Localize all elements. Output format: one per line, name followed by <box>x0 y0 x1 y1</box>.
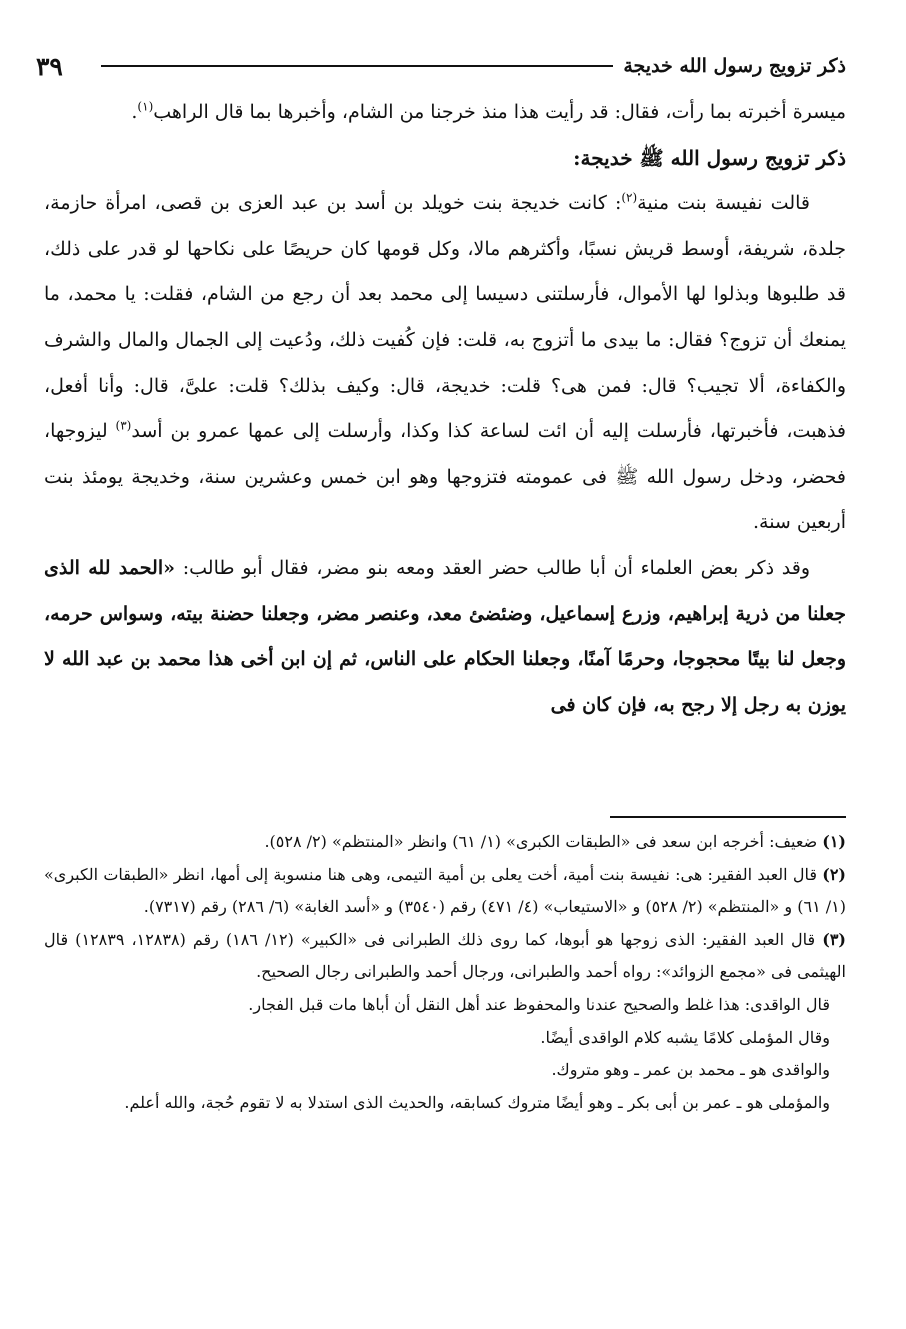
footnote-2 <box>44 859 846 924</box>
abu-talib-quote: «الحمد لله الذى جعلنا من ذرية إبراهيم، وزرع إسماعيل، وضئضئ معد، وعنصر مضر، وجعلنا حضنة بيته، وسواس حرمه، وجعل لنا بيتًا محجوجا، وحرمًا آمنًا، وجعلنا الحكام على الناس، ثم إن ابن أخى هذا محمد بن عبد الله لا يوزن به رجل إلا رجح به، فإن كان فى <box>44 556 846 716</box>
paragraph-2-text-b: : كانت خديجة بنت خويلد بن أسد بن عبد العزى بن قصى، امرأة حازمة، جلدة، شريفة، أوسط قريش نسبًا، وأكثرهم مالا، وكل قومها كان حريصًا على نكاحها لو قدر على ذلك، قد طلبوها وبذلوا لها الأموال، فأرسلتنى دسيسا إلى محمد بعد أن رجع من الشام، فقلت: يا محمد، ما يمنعك أن تزوج؟ فقال: ما بيدى ما أتزوج به، قلت: فإن كُفيت ذلك، ودُعيت إلى الجمال والمال والشرف والكفاءة، ألا تجيب؟ قال: فمن هى؟ قلت: خديجة، قال: وكيف بذلك؟ قلت: علىَّ، قال: وأنا أفعل، فذهبت، فأخبرتها، فأرسلت إليه أن ائت لساعة كذا وكذا، وأرسلت إلى عمها عمرو بن أسد <box>44 192 847 443</box>
paragraph-1-end: . <box>131 101 138 123</box>
footnote-ref-2: (٢) <box>621 190 638 205</box>
header-rule <box>101 65 613 67</box>
paragraph-2-text-a: قالت نفيسة بنت منية <box>637 192 810 215</box>
main-text <box>44 90 846 728</box>
footnote-separator <box>610 816 846 818</box>
footnote-3 <box>44 924 846 989</box>
section-heading: ذكر تزويج رسول الله ﷺ خديجة: <box>573 145 846 170</box>
footnote-3-line-3: والواقدى هو ـ محمد بن عمر ـ وهو متروك. <box>551 1060 830 1080</box>
footnote-ref-3: (٣) <box>115 418 132 433</box>
footnote-ref-1: (١) <box>137 99 154 114</box>
footnote-3-number: (٣) <box>822 929 846 949</box>
running-title: ذكر تزويج رسول الله خديجة <box>623 55 846 77</box>
footnote-3-text: قال العبد الفقير: الذى زوجها هو أبوها، كما روى ذلك الطبرانى فى «الكبير» (١٢/ ١٨٦) رقم (١٢٨٣٨، ١٢٨٣٩) قال الهيثمى فى «مجمع الزوائد»: رواه أحمد والطبرانى، ورجال أحمد والطبرانى رجال الصحيح. <box>44 929 846 982</box>
paragraph-1 <box>44 90 846 136</box>
footnote-1 <box>44 826 846 859</box>
paragraph-2-text-c: ليزوجها، فحضر، ودخل رسول الله ﷺ فى عمومته فتزوجها وهو ابن خمس وعشرين سنة، وخديجة يومئذ بنت أربعين سنة. <box>44 420 846 534</box>
footnote-1-text: ضعيف: أخرجه ابن سعد فى «الطبقات الكبرى» (١/ ٦١) وانظر «المنتظم» (٢/ ٥٢٨). <box>264 832 823 851</box>
footnote-3-line-2: وقال المؤملى كلامًا يشبه كلام الواقدى أيضًا. <box>540 1027 830 1047</box>
paragraph-3 <box>44 546 846 728</box>
paragraph-3-text: وقد ذكر بعض العلماء أن أبا طالب حضر العقد ومعه بنو مضر، فقال أبو طالب: <box>174 556 811 579</box>
footnote-2-text: قال العبد الفقير: هى: نفيسة بنت أمية، أخت يعلى بن أمية التيمى، وهى هنا منسوبة إلى أمها، انظر «الطبقات الكبرى» (١/ ٦١) و «المنتظم» (٢/ ٥٢٨) و «الاستيعاب» (٤/ ٤٧١) رقم (٣٥٤٠) و «أسد الغابة» (٦/ ٢٨٦) رقم (٧٣١٧). <box>44 864 846 917</box>
footnote-3-line-1: قال الواقدى: هذا غلط والصحيح عندنا والمحفوظ عند أهل النقل أن أباها مات قبل الفجار. <box>248 994 830 1014</box>
footnote-3-line-4: والمؤملى هو ـ عمر بن أبى بكر ـ وهو أيضًا متروك كسابقه، والحديث الذى استدلا به لا تقوم حُجة، والله أعلم. <box>124 1092 830 1112</box>
paragraph-2 <box>44 181 846 546</box>
paragraph-1-text: ميسرة أخبرته بما رأت، فقال: قد رأيت هذا منذ خرجنا من الشام، وأخبرها بما قال الراهب <box>153 101 846 123</box>
page-header <box>36 46 846 86</box>
footnote-2-number: (٢) <box>822 864 846 884</box>
page-number: ٣٩ <box>36 51 63 81</box>
footnote-1-number: (١) <box>822 832 846 851</box>
footnotes <box>44 826 846 1119</box>
